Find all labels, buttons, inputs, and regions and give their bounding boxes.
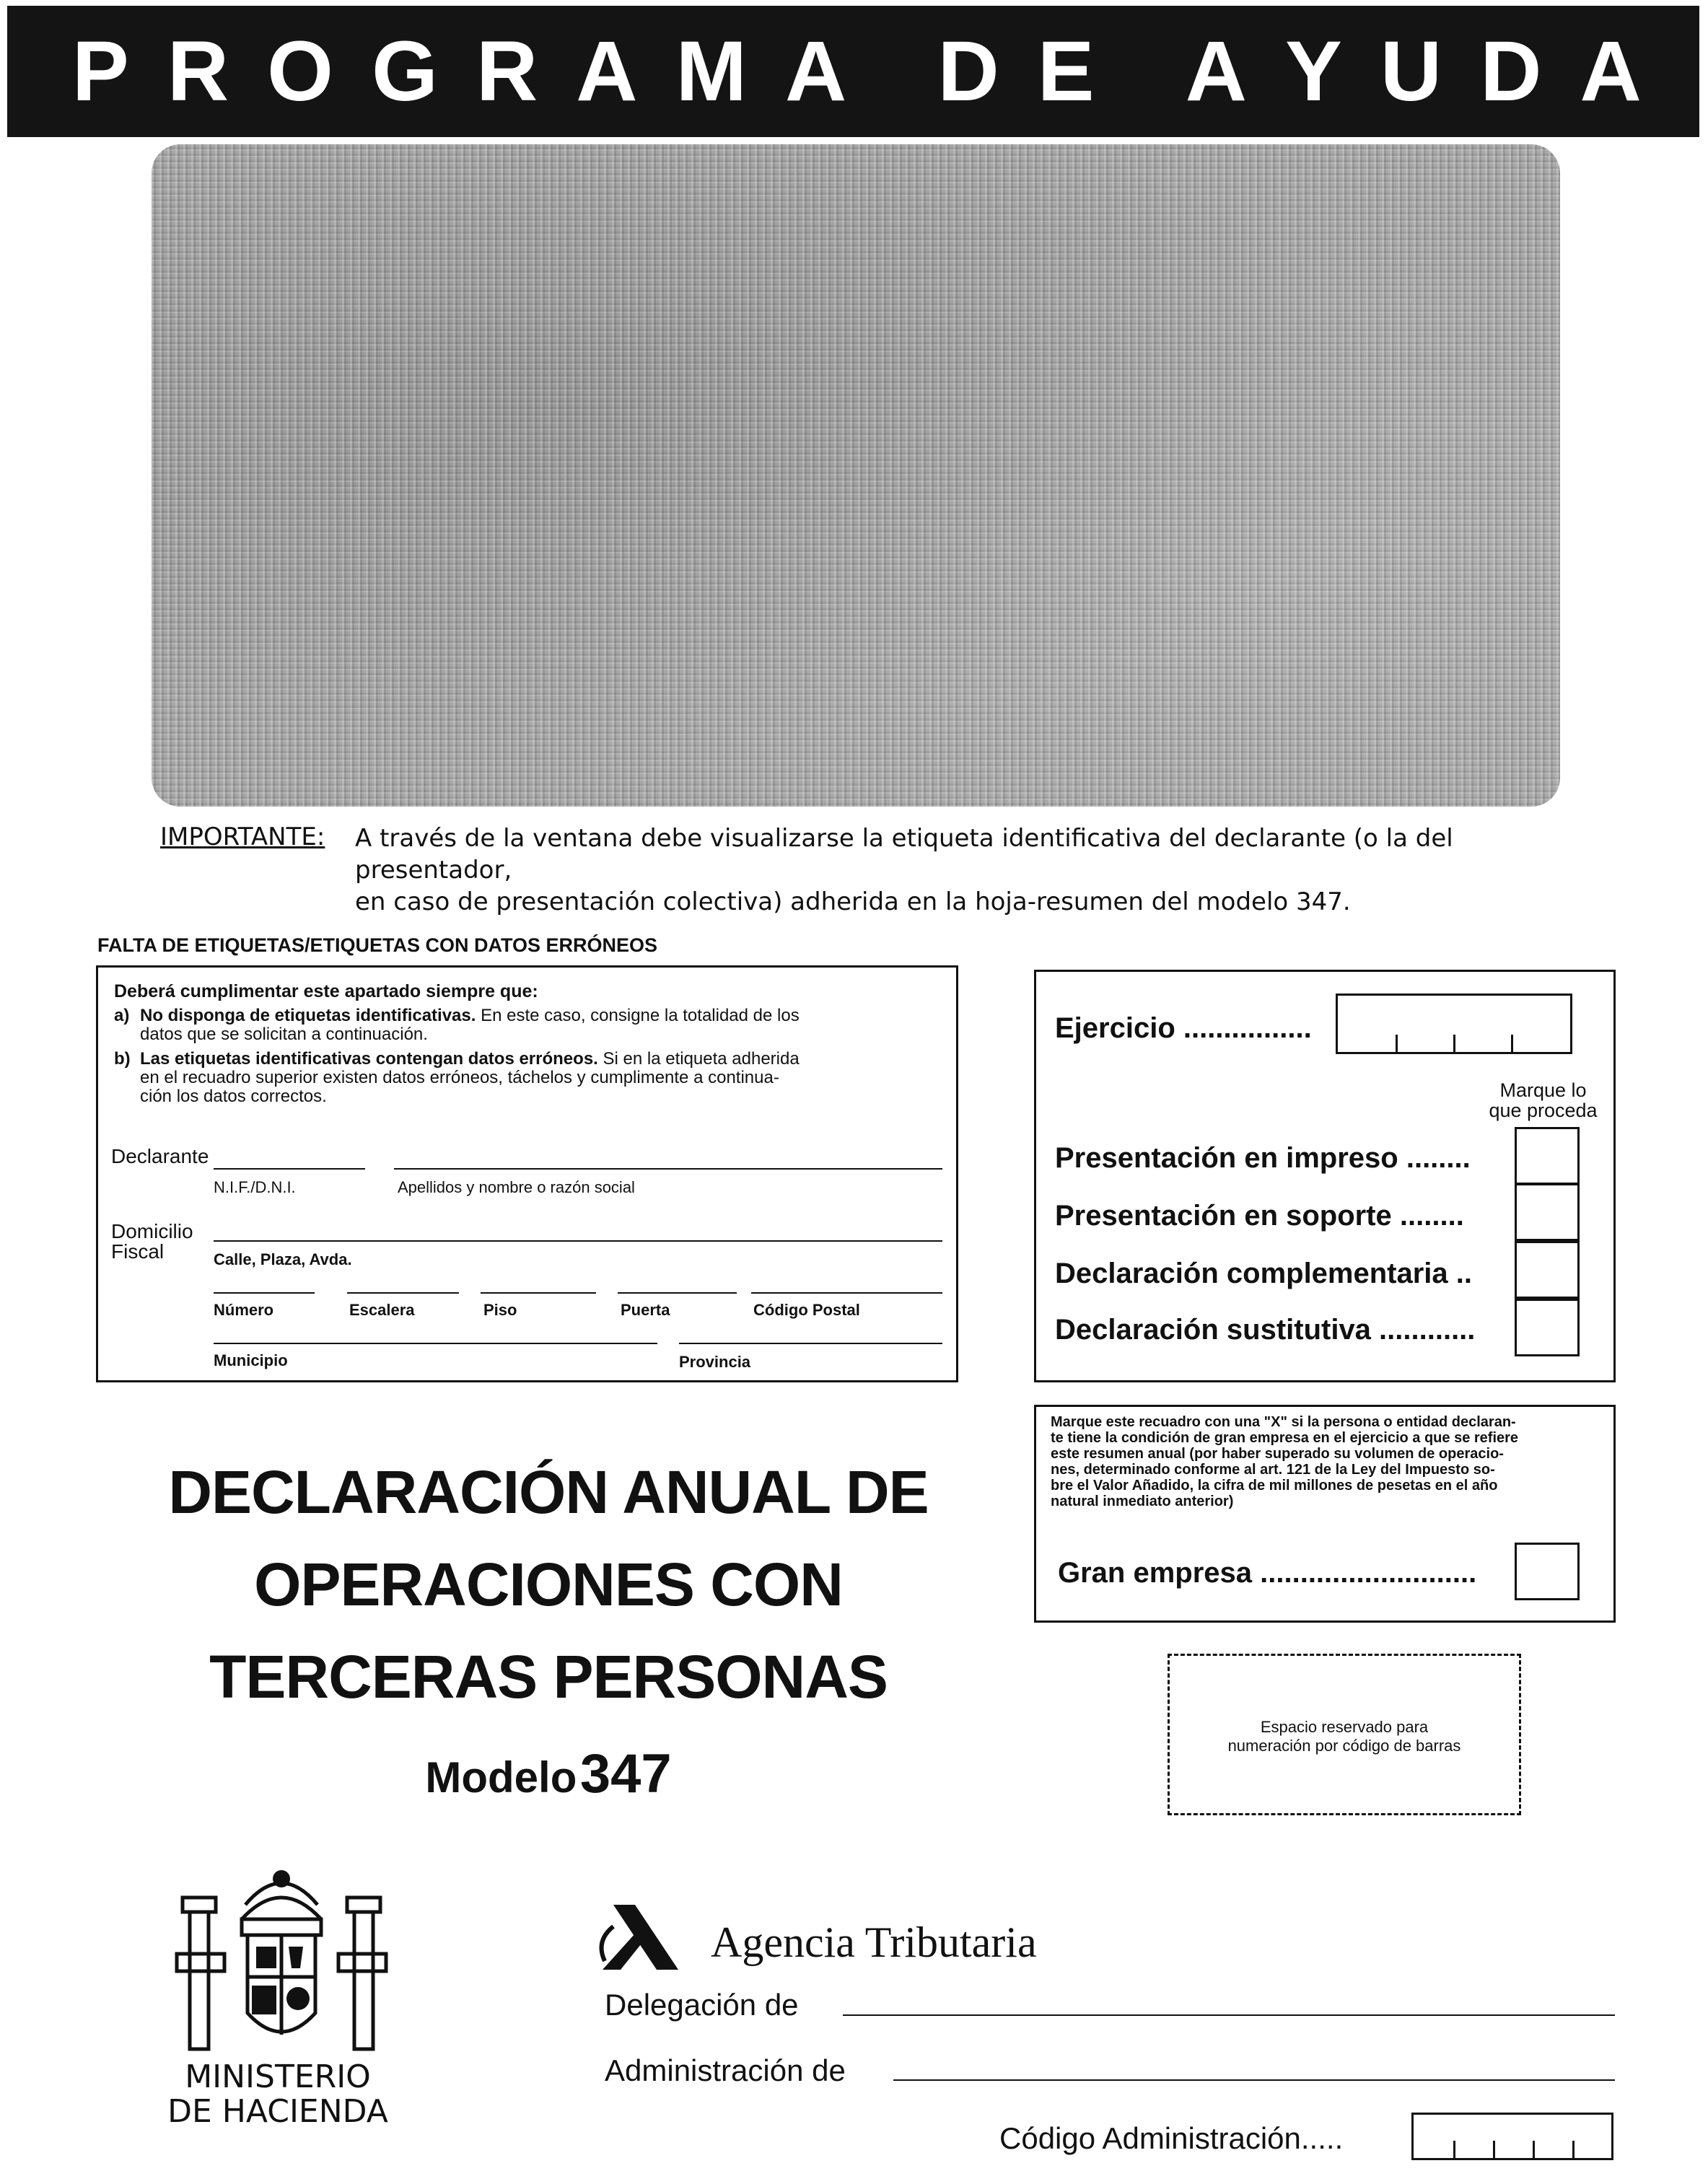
delegacion-field[interactable]: [843, 2014, 1615, 2016]
banner-letter: R: [476, 24, 538, 119]
item-a-bold: No disponga de etiquetas identificativas.: [140, 1006, 476, 1025]
provincia-caption: Provincia: [679, 1353, 751, 1371]
domicilio-label: Domicilio: [111, 1220, 193, 1242]
barcode-area: [1168, 1654, 1521, 1815]
nif-caption: N.I.F./D.N.I.: [214, 1178, 296, 1196]
coat-of-arms-icon: [162, 1861, 400, 2056]
gran-empresa-label: Gran empresa ...........................: [1058, 1557, 1477, 1589]
nif-field[interactable]: [214, 1168, 365, 1170]
escalera-caption: Escalera: [349, 1301, 415, 1319]
modelo: [79, 1742, 1017, 1805]
marker-b: b): [114, 1049, 131, 1069]
presentation-box: [1034, 970, 1616, 1382]
gran-empresa-note-line: este resumen anual (por haber superado su volumen de operacio-: [1051, 1446, 1504, 1462]
banner-letter: P: [72, 24, 129, 119]
importante-label: IMPORTANTE:: [160, 823, 325, 851]
administracion-field[interactable]: [893, 2079, 1615, 2081]
gran-empresa-checkbox[interactable]: [1515, 1543, 1580, 1600]
declarante-label: Declarante: [111, 1145, 209, 1167]
administracion-label: Administración de: [605, 2053, 846, 2087]
ministerio-line: DE HACIENDA: [167, 2093, 388, 2130]
gran-empresa-note-line: bre el Valor Añadido, la cifra de mil millones de pesetas en el año: [1051, 1478, 1498, 1494]
banner-letter: M: [675, 24, 747, 119]
municipio-field[interactable]: [214, 1343, 657, 1344]
barcode-line: numeración por código de barras: [1227, 1737, 1461, 1755]
item-a: [140, 1006, 800, 1025]
item-b-bold: Las etiquetas identificativas contengan datos erróneos.: [140, 1049, 598, 1069]
puerta-caption: Puerta: [621, 1301, 670, 1319]
escalera-field[interactable]: [347, 1292, 459, 1294]
delegacion-label: Delegación de: [605, 1988, 799, 2022]
apellidos-caption: Apellidos y nombre o razón social: [398, 1178, 635, 1196]
gran-empresa-note: [1051, 1414, 1599, 1509]
apellidos-field[interactable]: [394, 1168, 942, 1170]
cp-field[interactable]: [751, 1292, 942, 1294]
banner-letter: A: [576, 24, 638, 119]
gran-empresa-note-line: Marque este recuadro con una "X" si la persona o entidad declaran-: [1051, 1414, 1516, 1430]
banner-letter: U: [1380, 24, 1442, 119]
numero-caption: Número: [214, 1301, 274, 1319]
municipio-caption: Municipio: [214, 1351, 288, 1369]
banner-letter: Y: [1285, 24, 1342, 119]
calle-caption: Calle, Plaza, Avda.: [214, 1250, 352, 1268]
ministerio-name: [137, 2060, 419, 2129]
falta-intro: Deberá cumplimentar este apartado siempre que:: [114, 981, 538, 1001]
soporte-checkbox[interactable]: [1515, 1183, 1580, 1241]
marker-a: a): [114, 1006, 130, 1025]
sustitutiva-label: Declaración sustitutiva ............: [1055, 1314, 1476, 1346]
banner-letter: D: [937, 24, 999, 119]
banner-letter: A: [785, 24, 847, 119]
ministerio-line: MINISTERIO: [185, 2058, 371, 2095]
impreso-label: Presentación en impreso ........: [1055, 1142, 1471, 1174]
item-a-line2: datos que se solicitan a continuación.: [140, 1025, 428, 1044]
banner-letter: A: [1580, 24, 1642, 119]
banner-letter: G: [372, 24, 438, 119]
importante-line: A través de la ventana debe visualizarse la etiqueta identificativa del declarante (o la del presentador,: [355, 824, 1453, 885]
title-line: TERCERAS PERSONAS: [209, 1643, 888, 1711]
title-line: DECLARACIÓN ANUAL DE: [168, 1458, 929, 1526]
modelo-label: Modelo: [425, 1753, 577, 1802]
banner-letter: R: [167, 24, 229, 119]
banner-letter: D: [1480, 24, 1542, 119]
barcode-text: [1170, 1718, 1519, 1755]
gran-empresa-note-line: natural inmediato anterior): [1051, 1494, 1234, 1509]
importante-text: [355, 823, 1582, 918]
agencia-name: Agencia Tributaria: [711, 1918, 1037, 1966]
gran-empresa-box: [1034, 1405, 1616, 1623]
item-b-line2: en el recuadro superior existen datos erróneos, táchelos y cumplimente a continua-: [140, 1068, 779, 1087]
marque-line: que proceda: [1489, 1100, 1598, 1121]
marque-note: [1476, 1080, 1610, 1120]
codigo-label: Código Administración.....: [999, 2121, 1344, 2155]
numero-field[interactable]: [214, 1292, 315, 1294]
provincia-field[interactable]: [679, 1343, 942, 1344]
item-b-line3: ción los datos correctos.: [140, 1087, 327, 1106]
ejercicio-label: Ejercicio ................: [1055, 1012, 1312, 1044]
fiscal-label: Fiscal: [111, 1240, 165, 1263]
piso-field[interactable]: [481, 1292, 596, 1294]
gran-empresa-note-line: nes, determinado conforme al art. 121 de la Ley del Impuesto so-: [1051, 1462, 1495, 1478]
title-line: OPERACIONES CON: [254, 1551, 843, 1618]
cp-caption: Código Postal: [753, 1301, 860, 1319]
barcode-line: Espacio reservado para: [1260, 1718, 1429, 1736]
sustitutiva-checkbox[interactable]: [1515, 1299, 1580, 1356]
gran-empresa-note-line: te tiene la condición de gran empresa en el ejercicio a que se refiere: [1051, 1430, 1519, 1446]
falta-box: [96, 965, 958, 1382]
item-b: [140, 1050, 800, 1069]
banner-letter: A: [1185, 24, 1247, 119]
item-b-rest: Si en la etiqueta adherida: [597, 1049, 800, 1069]
complementaria-checkbox[interactable]: [1515, 1241, 1580, 1299]
complementaria-label: Declaración complementaria ..: [1055, 1258, 1473, 1289]
importante-line: en caso de presentación colectiva) adherida en la hoja-resumen del modelo 347.: [355, 887, 1351, 916]
soporte-label: Presentación en soporte ........: [1055, 1200, 1464, 1232]
piso-caption: Piso: [483, 1301, 517, 1319]
banner-letter: O: [267, 24, 333, 119]
agencia-logo-icon: [592, 1898, 693, 1977]
banner-title: [7, 6, 1699, 137]
item-a-rest: En este caso, consigne la totalidad de los: [476, 1006, 800, 1025]
calle-field[interactable]: [214, 1240, 942, 1242]
label-window: [152, 144, 1560, 807]
modelo-number: 347: [579, 1743, 672, 1804]
impreso-checkbox[interactable]: [1515, 1127, 1580, 1185]
banner-letter: E: [1037, 24, 1095, 119]
codigo-field[interactable]: [1411, 2113, 1613, 2160]
puerta-field[interactable]: [618, 1292, 737, 1294]
falta-title: FALTA DE ETIQUETAS/ETIQUETAS CON DATOS ERRÓNEOS: [97, 934, 658, 956]
marque-line: Marque lo: [1499, 1079, 1587, 1101]
ejercicio-field[interactable]: [1336, 994, 1572, 1054]
